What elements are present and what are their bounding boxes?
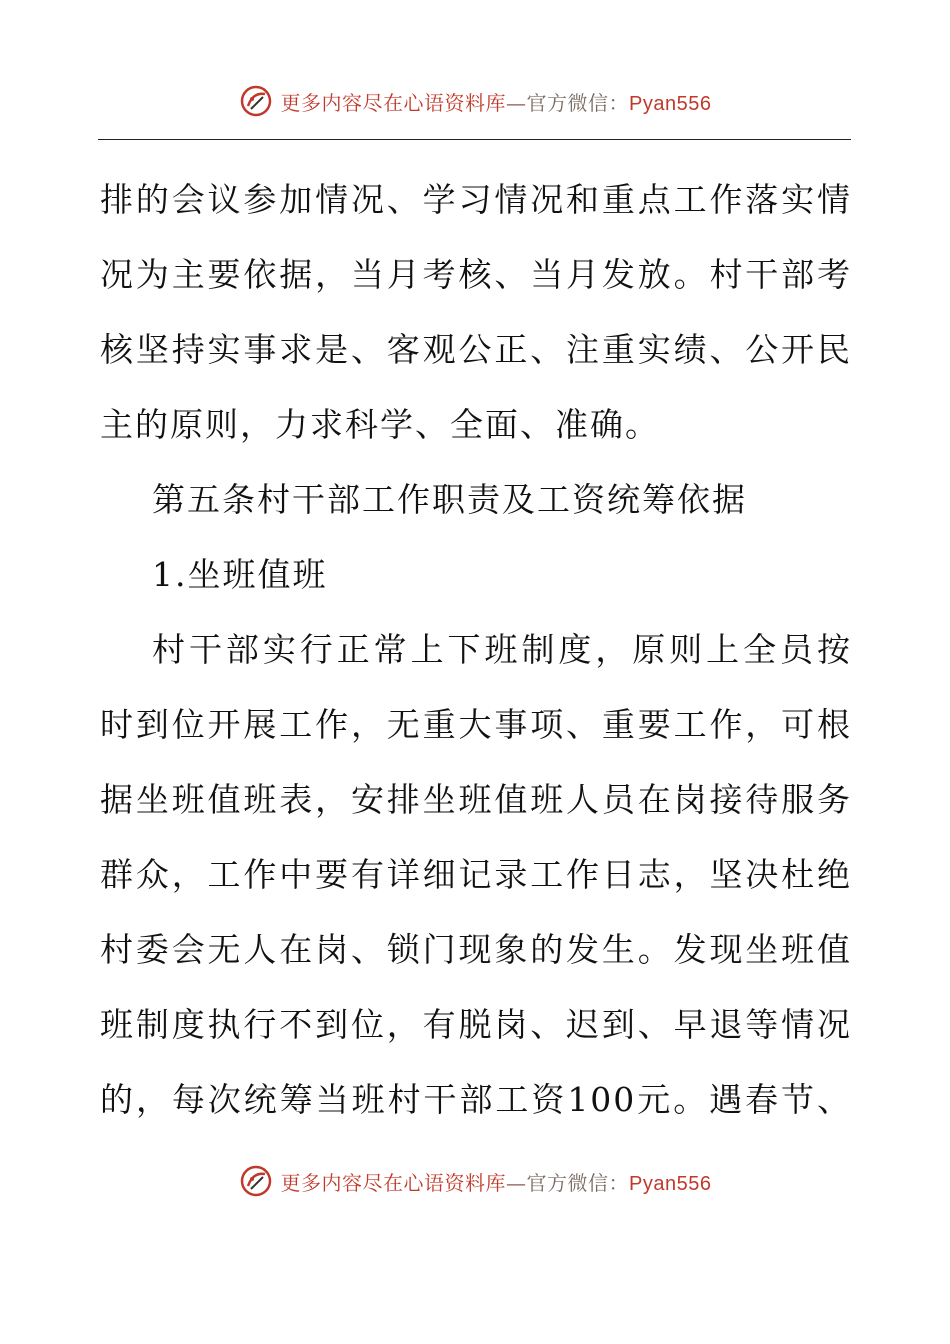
header-dash: — <box>506 90 527 115</box>
document-body <box>100 174 852 1149</box>
header-account: Pyan556 <box>629 92 712 115</box>
body-line: 主的原则，力求科学、全面、准确。 <box>100 405 660 444</box>
logo-icon <box>239 84 273 118</box>
header-brand: 更多内容尽在心语资料库 <box>280 90 507 115</box>
footer-label: 官方微信： <box>526 1170 630 1195</box>
body-line: 班制度执行不到位，有脱岗、迟到、早退等情况 <box>100 1005 852 1044</box>
body-line: 的，每次统筹当班村干部工资100元。遇春节、 <box>100 1080 852 1119</box>
body-line: 况为主要依据，当月考核、当月发放。村干部考 <box>100 255 852 294</box>
footer-banner <box>0 1164 950 1198</box>
body-line: 核坚持实事求是、客观公正、注重实绩、公开民 <box>100 330 852 369</box>
footer-account: Pyan556 <box>629 1172 712 1195</box>
body-line: 村委会无人在岗、锁门现象的发生。发现坐班值 <box>100 930 852 969</box>
body-line: 村干部实行正常上下班制度，原则上全员按 <box>152 630 852 669</box>
section-heading: 第五条村干部工作职责及工资统筹依据 <box>152 480 747 519</box>
footer-brand: 更多内容尽在心语资料库 <box>280 1170 507 1195</box>
body-line: 时到位开展工作，无重大事项、重要工作，可根 <box>100 705 852 744</box>
header-text <box>281 87 712 116</box>
body-line: 群众，工作中要有详细记录工作日志，坚决杜绝 <box>100 855 852 894</box>
header-divider <box>98 139 851 140</box>
header-banner <box>0 84 950 118</box>
body-line: 排的会议参加情况、学习情况和重点工作落实情 <box>100 180 852 219</box>
subsection-heading: 1.坐班值班 <box>152 555 328 594</box>
footer-dash: — <box>506 1170 527 1195</box>
header-label: 官方微信： <box>526 90 630 115</box>
body-line: 据坐班值班表，安排坐班值班人员在岗接待服务 <box>100 780 852 819</box>
logo-icon <box>239 1164 273 1198</box>
footer-text <box>281 1167 712 1196</box>
